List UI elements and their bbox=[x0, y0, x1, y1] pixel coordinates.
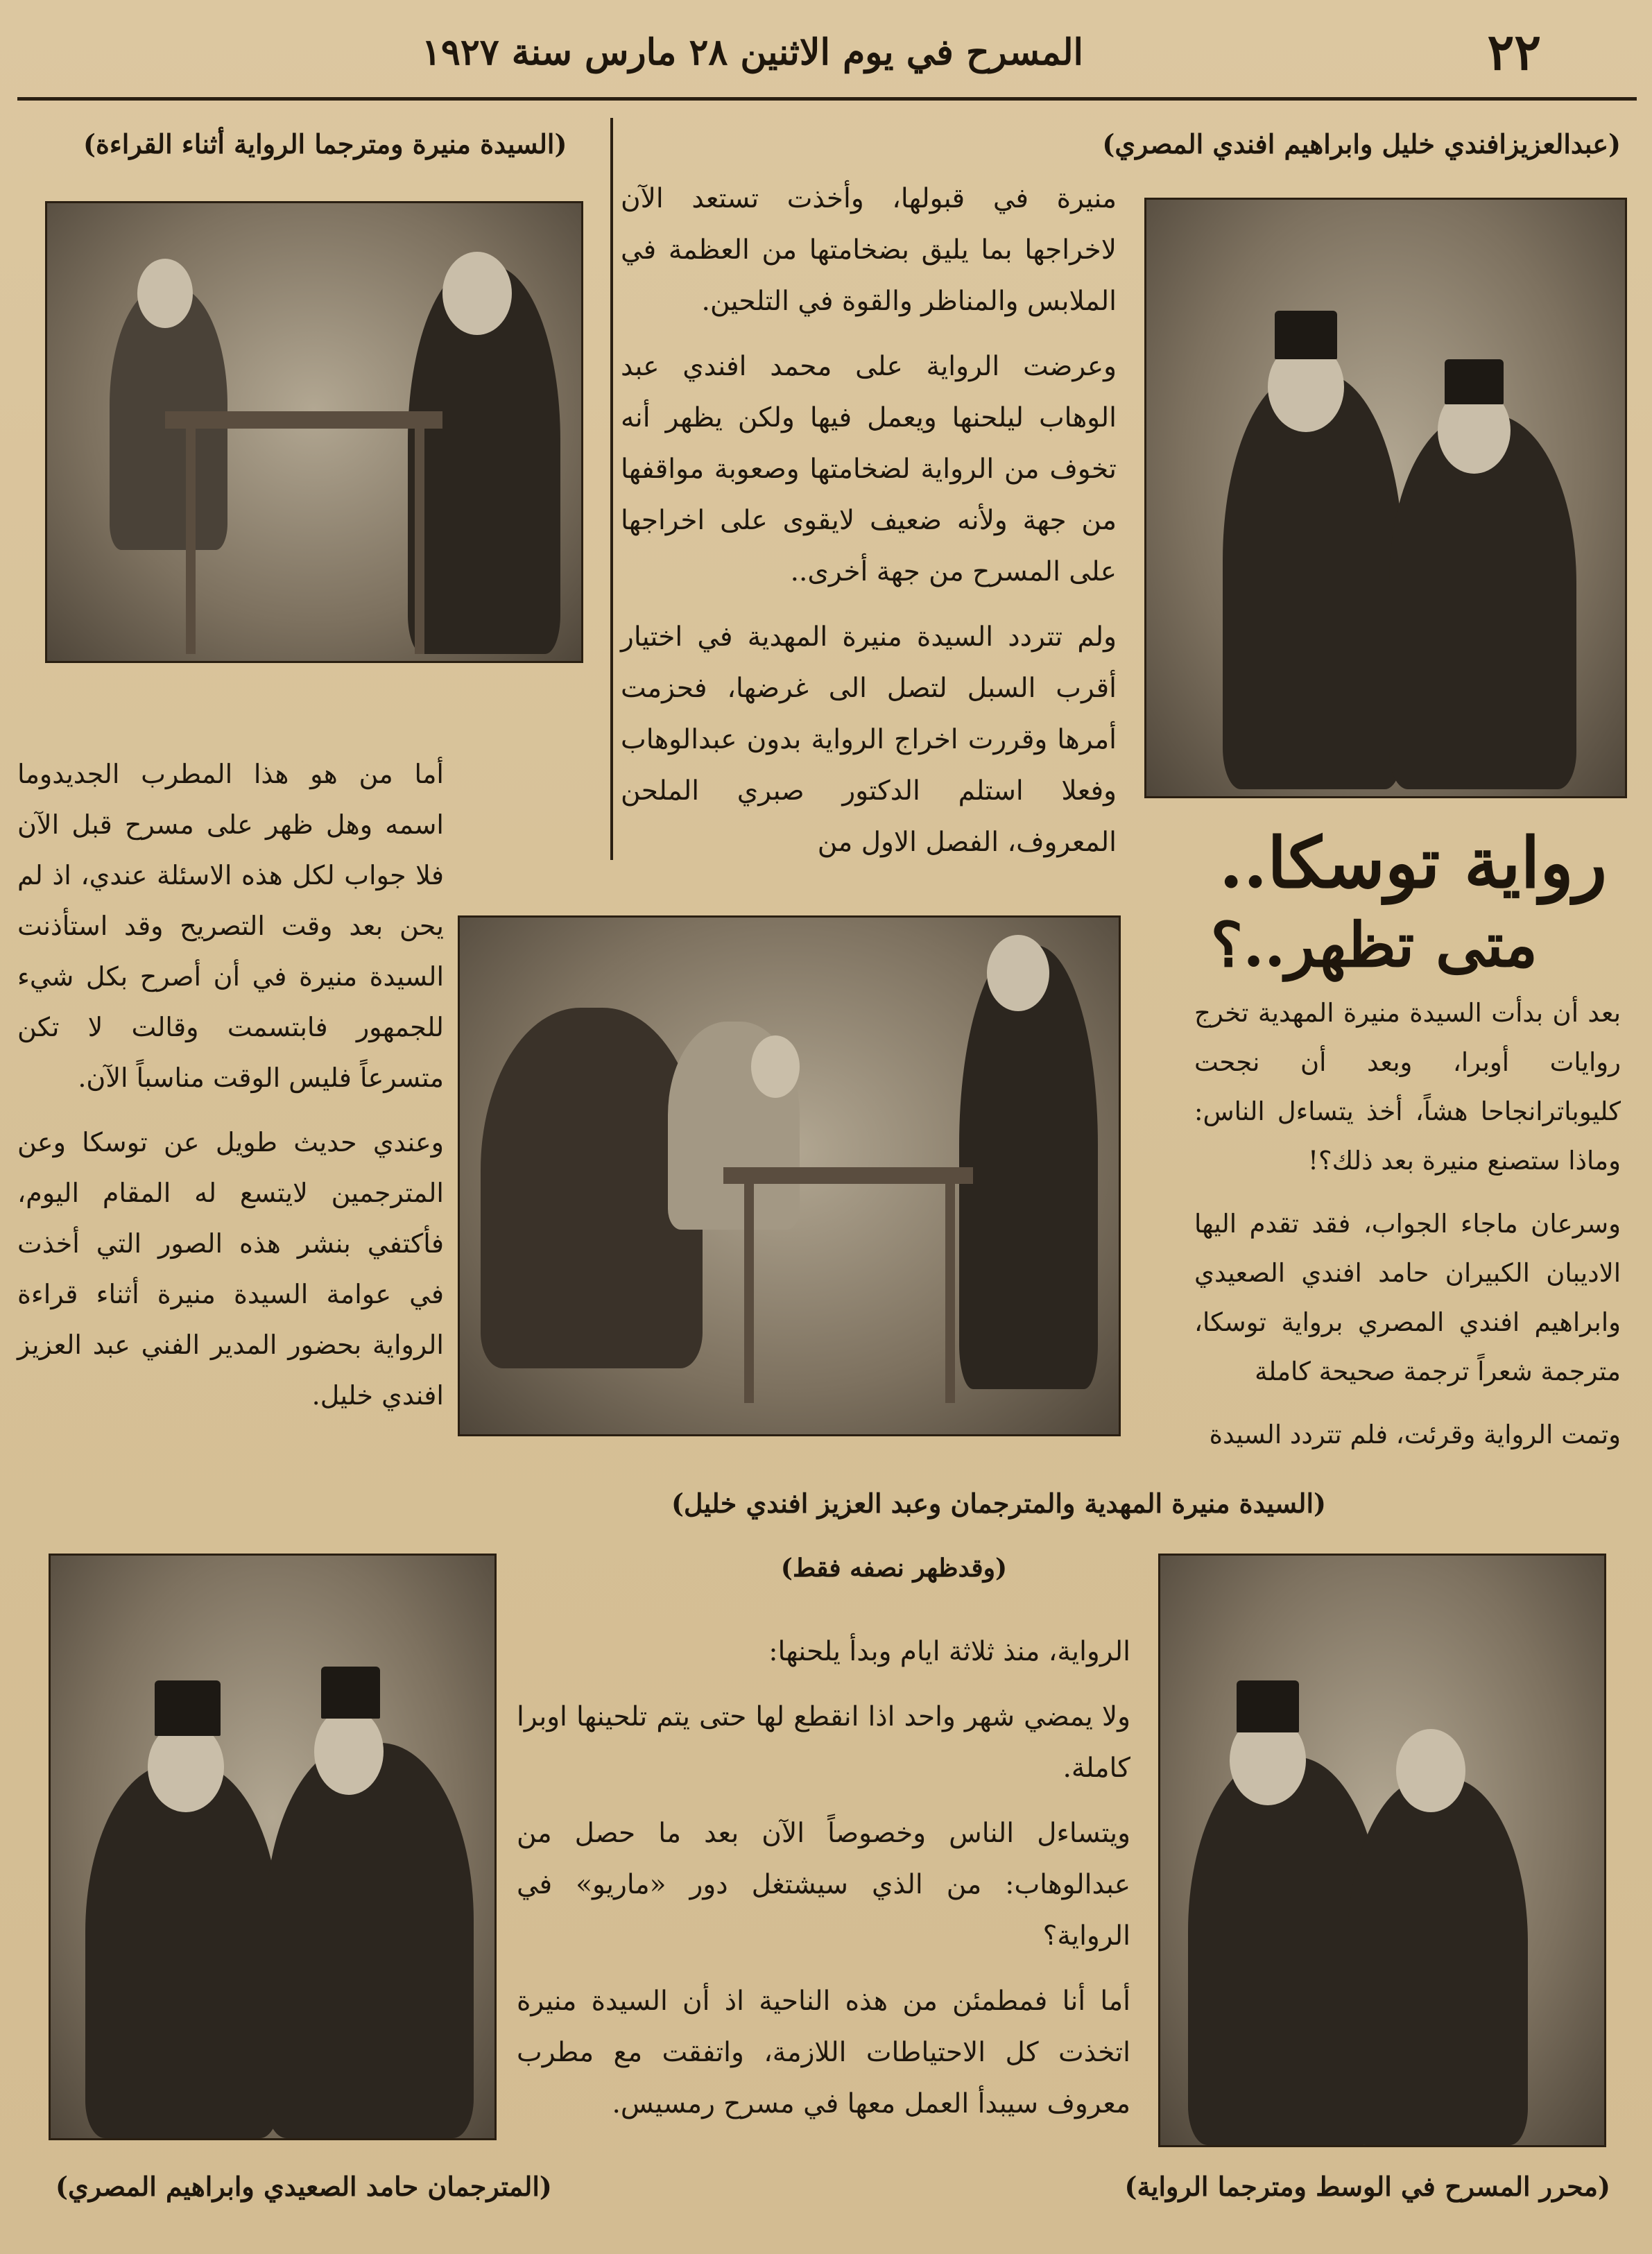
paragraph: بعد أن بدأت السيدة منيرة المهدية تخرج روايات أوبرا، وبعد أن نجحت كليوباترانجاحا هشاً، أخذ يتساءل الناس: وماذا ستصنع منيرة بعد ذلك؟! bbox=[1194, 998, 1621, 1176]
paragraph: ويتساءل الناس وخصوصاً الآن بعد ما حصل من عبدالوهاب: من الذي سيشتغل دور «ماريو» في الرواية؟ bbox=[517, 1818, 1130, 1952]
article-column-right bbox=[1194, 988, 1621, 1473]
caption-bottom-right: (محرر المسرح في الوسط ومترجما الرواية) bbox=[1124, 2171, 1610, 2202]
photo-editor-and-translators bbox=[1158, 1554, 1606, 2147]
paragraph: ولم تتردد السيدة منيرة المهدية في اختيار أقرب السبل لتصل الى غرضها، فحزمت أمرها وقررت اخراج الرواية بدون عبدالوهاب وفعلا استلم الدكتور صبري الملحن المعروف، الفصل الاول من bbox=[621, 621, 1117, 858]
article-headline: رواية توسكا.. bbox=[1219, 822, 1607, 904]
page-number: ٢٢ bbox=[1487, 22, 1541, 81]
caption-bottom-left: (المترجمان حامد الصعيدي وابراهيم المصري) bbox=[55, 2171, 552, 2202]
photo-reading-session bbox=[45, 201, 583, 663]
photo-group-at-table bbox=[458, 915, 1121, 1436]
caption-top-right: (عبدالعزيزافندي خليل وابراهيم افندي المصري) bbox=[1102, 128, 1621, 160]
caption-middle: (السيدة منيرة المهدية والمترجمان وعبد العزيز افندي خليل) bbox=[671, 1488, 1326, 1519]
article-subheadline: متى تظهر..؟ bbox=[1210, 909, 1538, 981]
paragraph: وعرضت الرواية على محمد افندي عبد الوهاب ليلحنها ويعمل فيها ولكن يظهر أنه تخوف من الرواية لضخامتها وصعوبة مواقفها من جهة ولأنه ضعيف لايقوى على اخراجها على المسرح من جهة أخرى.. bbox=[621, 351, 1117, 587]
photo-translators bbox=[49, 1554, 497, 2140]
photo-two-men-seated bbox=[1144, 198, 1627, 798]
paragraph: أما من هو هذا المطرب الجديدوما اسمه وهل ظهر على مسرح قبل الآن فلا جواب لكل هذه الاسئلة عندي، اذ لم يحن بعد وقت التصريح وقد استأذنت السيدة منيرة في أن أصرح بكل شيء للجمهور فابتسمت وقالت لا تكن متسرعاً فليس الوقت مناسباً الآن. bbox=[17, 759, 444, 1093]
caption-top-left: (السيدة منيرة ومترجما الرواية أثناء القراءة) bbox=[83, 128, 567, 160]
paragraph: الرواية، منذ ثلاثة ايام وبدأ يلحنها: bbox=[768, 1636, 1130, 1667]
article-column-bottom-center bbox=[517, 1626, 1130, 2144]
header-rule bbox=[17, 97, 1637, 101]
caption-middle-sub: (وقدظهر نصفه فقط) bbox=[780, 1554, 1007, 1583]
paragraph: وسرعان ماجاء الجواب، فقد تقدم اليها الاديبان الكبيران حامد افندي الصعيدي وابراهيم افندي المصري برواية توسكا، مترجمة شعراً ترجمة صحيحة كاملة bbox=[1194, 1209, 1621, 1386]
paragraph: ولا يمضي شهر واحد اذا انقطع لها حتى يتم تلحينها اوبرا كاملة. bbox=[517, 1701, 1130, 1784]
column-divider bbox=[610, 118, 613, 860]
page-header-title: المسرح في يوم الاثنين ٢٨ مارس سنة ١٩٢٧ bbox=[421, 31, 1083, 74]
article-column-center-top bbox=[621, 173, 1117, 882]
article-column-left bbox=[17, 749, 444, 1435]
paragraph: وتمت الرواية وقرئت، فلم تتردد السيدة bbox=[1209, 1420, 1621, 1449]
paragraph: أما أنا فمطمئن من هذه الناحية اذ أن السيدة منيرة اتخذت كل الاحتياطات اللازمة، واتفقت مع مطرب معروف سيبدأ العمل معها في مسرح رمسيس. bbox=[517, 1986, 1130, 2119]
paragraph: منيرة في قبولها، وأخذت تستعد الآن لاخراجها بما يليق بضخامتها من العظمة في الملابس والمناظر والقوة في التلحين. bbox=[621, 183, 1117, 317]
paragraph: وعندي حديث طويل عن توسكا وعن المترجمين لايتسع له المقام اليوم، فأكتفي بنشر هذه الصور التي أخذت في عوامة السيدة منيرة أثناء قراءة الرواية بحضور المدير الفني عبد العزيز افندي خليل. bbox=[17, 1127, 444, 1411]
